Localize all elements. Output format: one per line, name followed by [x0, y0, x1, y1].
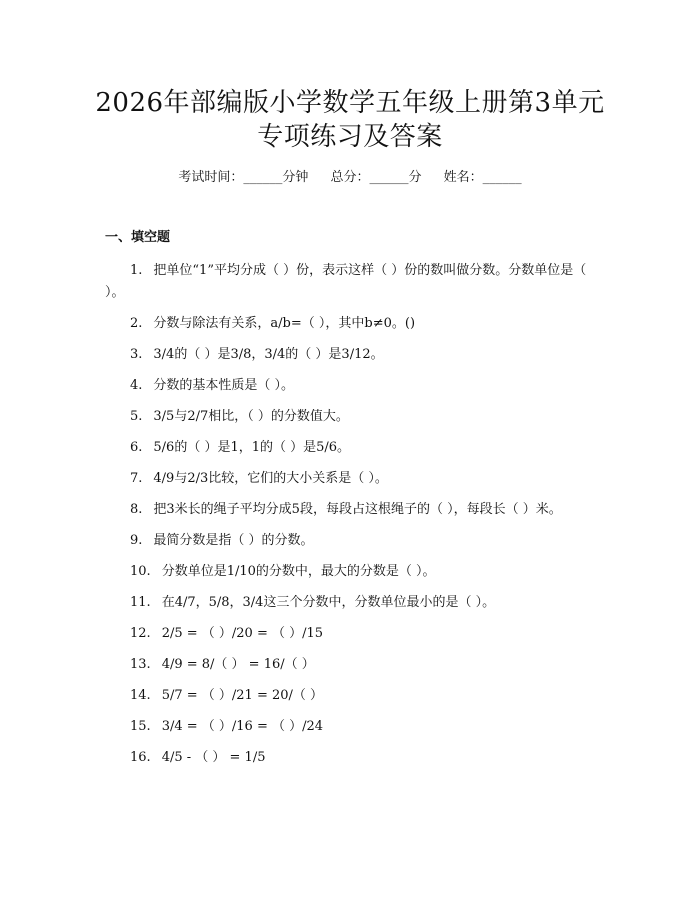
question-number: 13. [130, 657, 151, 672]
question-text: 2/5 = （ ）/20 = （ ）/15 [161, 626, 324, 641]
question-number: 1. [130, 263, 143, 278]
question-item [105, 561, 595, 583]
question-item [105, 654, 595, 676]
exam-info-line [0, 169, 700, 187]
question-item [105, 530, 595, 552]
question-text: 4/9与2/3比较，它们的大小关系是（ ）。 [153, 471, 388, 486]
question-number: 10. [130, 564, 151, 579]
question-number: 12. [130, 626, 151, 641]
total-score-field: 总分：______分 [330, 170, 422, 185]
section-title: 一、填空题 [105, 230, 171, 245]
question-item [105, 685, 595, 707]
question-item [105, 406, 595, 428]
question-text: 分数单位是1/10的分数中，最大的分数是（ ）。 [161, 564, 436, 579]
question-text: 分数的基本性质是（ ）。 [153, 378, 295, 393]
question-text: 3/4的（ ）是3/8，3/4的（ ）是3/12。 [153, 347, 384, 362]
question-number: 3. [130, 347, 143, 362]
question-number: 6. [130, 440, 143, 455]
question-item [105, 260, 595, 304]
question-item [105, 716, 595, 738]
question-text: 5/7 = （ ）/21 = 20/（ ） [161, 688, 324, 703]
question-text: 把3米长的绳子平均分成5段，每段占这根绳子的（ ），每段长（ ）米。 [153, 502, 562, 517]
question-number: 2. [130, 316, 143, 331]
question-number: 11. [130, 595, 151, 610]
question-number: 7. [130, 471, 143, 486]
question-text: 3/4 = （ ）/16 = （ ）/24 [161, 719, 324, 734]
question-text: 把单位“1”平均分成（ ）份，表示这样（ ）份的数叫做分数。分数单位是（ ）。 [105, 263, 587, 300]
question-item [105, 592, 595, 614]
question-text: 在4/7，5/8，3/4这三个分数中，分数单位最小的是（ ）。 [161, 595, 496, 610]
question-item [105, 499, 595, 521]
question-number: 15. [130, 719, 151, 734]
question-text: 3/5与2/7相比，（ ）的分数值大。 [153, 409, 349, 424]
question-text: 最简分数是指（ ）的分数。 [153, 533, 314, 548]
question-item [105, 375, 595, 397]
question-item [105, 344, 595, 366]
document-title-line-1: 2026年部编版小学数学五年级上册第3单元 [95, 88, 605, 118]
question-number: 8. [130, 502, 143, 517]
question-text: 4/9 = 8/（ ） = 16/（ ） [161, 657, 315, 672]
question-item [105, 313, 595, 335]
question-item [105, 747, 595, 769]
question-text: 4/5 - （ ） = 1/5 [161, 750, 266, 765]
question-number: 16. [130, 750, 151, 765]
exam-time-field: 考试时间：______分钟 [178, 170, 309, 185]
question-number: 5. [130, 409, 143, 424]
question-number: 4. [130, 378, 143, 393]
question-text: 分数与除法有关系，a/b=（ ），其中b≠0。() [153, 316, 416, 331]
question-item [105, 623, 595, 645]
question-number: 14. [130, 688, 151, 703]
name-field: 姓名：______ [443, 170, 522, 185]
question-list [105, 260, 595, 778]
question-item [105, 437, 595, 459]
question-text: 5/6的（ ）是1，1的（ ）是5/6。 [153, 440, 351, 455]
question-number: 9. [130, 533, 143, 548]
document-title-line-2: 专项练习及答案 [257, 122, 443, 152]
question-item [105, 468, 595, 490]
